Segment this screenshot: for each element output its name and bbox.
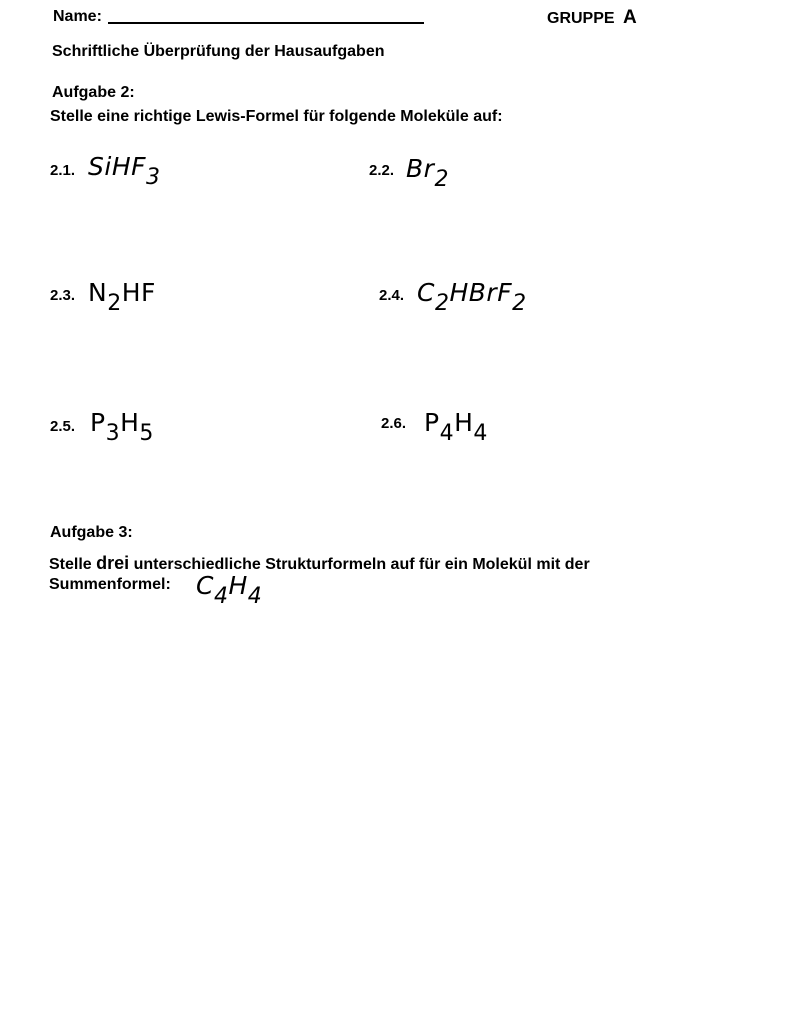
task3-heading: Aufgabe 3: xyxy=(50,524,133,541)
task2-heading: Aufgabe 2: xyxy=(52,84,135,101)
molecule-formula: SiHF$_3$ xyxy=(88,152,161,190)
molecule-formula: $Br_2$ xyxy=(406,154,449,192)
item-number: 2.3. xyxy=(50,287,76,304)
name-label: Name: xyxy=(53,8,102,25)
molecule-formula: $P_3H_5$ xyxy=(90,408,154,446)
item-number: 2.4. xyxy=(379,287,405,304)
item-number: 2.5. xyxy=(50,418,76,435)
molecule-formula: $C_4H_4$ xyxy=(196,571,263,609)
task3-instruction xyxy=(49,553,590,574)
task3-emphasis: drei xyxy=(96,553,130,573)
group-letter: A xyxy=(623,7,637,28)
name-field-line[interactable] xyxy=(108,22,424,24)
item-number: 2.2. xyxy=(369,162,395,179)
item-number: 2.1. xyxy=(50,162,76,179)
task3-text: unterschiedliche Strukturformeln auf für ein Molekül mit der xyxy=(133,556,590,573)
task3-text: Stelle xyxy=(49,556,92,573)
task2-instruction: Stelle eine richtige Lewis-Formel für folgende Moleküle auf: xyxy=(50,108,503,125)
group-label xyxy=(547,7,637,29)
group-label-text: GRUPPE xyxy=(547,10,615,27)
page-title: Schriftliche Überprüfung der Hausaufgaben xyxy=(52,43,385,60)
molecule-formula: $N_2HF$ xyxy=(88,278,156,316)
molecule-formula: $C_2HBrF_2$ xyxy=(417,278,527,316)
molecule-formula: $P_4H_4$ xyxy=(424,408,488,446)
item-number: 2.6. xyxy=(381,415,407,432)
task3-summenformel-label: Summenformel: xyxy=(49,576,171,593)
